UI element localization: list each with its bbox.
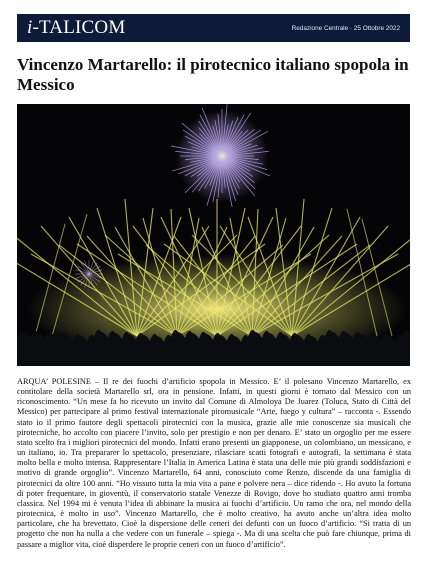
crowd-base [17,348,410,366]
article-title: Vincenzo Martarello: il pirotecnico italiano spopola in Messico [17,55,409,94]
article-body: ARQUA’ POLESINE – Il re dei fuochi d’artificio spopola in Messico. E’ il polesano Vincenzo Martarello, ex contitolare della società Martarello srl, ora in pensione. Infatti, in questi giorni è tornato dal Messico con un riconoscimento. “Un mese fa ho ricevuto un invito dal Comune di Almoloya De Juarez (Toluca, Stato di Città del Messico) per partecipare al primo festival internazionale piromusicale “Arte, fuego y cultura” – racconta -. Essendo stato io il primo fautore degli spettacoli pirotecnici con la musica, grazie alle mie conoscenze sia musicali che pirotecniche, ho accolto con piacere l’invito, solo per prestigio e non per denaro. E’ stato un orgoglio per me essere stato scelto fra i migliori pirotecnici del mondo. Infatti erano presenti un giapponese, un colombiano, un messicano, e un italiano, io. Tra prepararer lo spettacolo, presenziare, rilasciare scatti fotografi e autografi, la settimana è stata molto bella e molto intensa. Rappresentare l’Italia in America Latina è stata una delle mie più grandi soddisfazioni e motivo di grande orgoglio”. Vincenzo Martarello, 64 anni, conosciuto come Renzo, discende da una famiglia di pirotecnici da oltre 100 anni. “Ho vissuto tutta la mia vita a pane e polvere nera – dice ridendo -. Ho avuto la fortuna di poter frequentare, in gioventù, il conservatorio statale Venezze di Rovigo, dove ho studiato quattro anni tromba classica. Nel 1994 mi è venuta l’idea di abbinare la musica ai fuochi d’artificio. Un ramo che ora, nel mondo della pirotecnica, è molto in uso”. Vincenzo Martarello, che è molto creativo, ha avuto anche un’altra idea molto particolare, che ha brevettato. Cioè la dispersione delle ceneri dei defunti con un fuoco d’artificio. “Si tratta di un progetto che non ha nulla a che vedere con un funerale – spiega -. Ma di una scelta che può fare chiunque, prima di passare a miglior vita, cioè disperdere le proprie ceneri con un fuoco d’artificio”. [17,377,411,549]
article-photo [17,104,410,366]
header-meta: Redazione Centrale · 25 Ottobre 2022 [291,24,400,32]
site-header [17,14,410,42]
logo-name: TALICOM [39,17,126,38]
site-logo[interactable] [27,17,125,39]
logo-prefix: i- [27,17,40,38]
fireworks-illustration [17,104,410,366]
